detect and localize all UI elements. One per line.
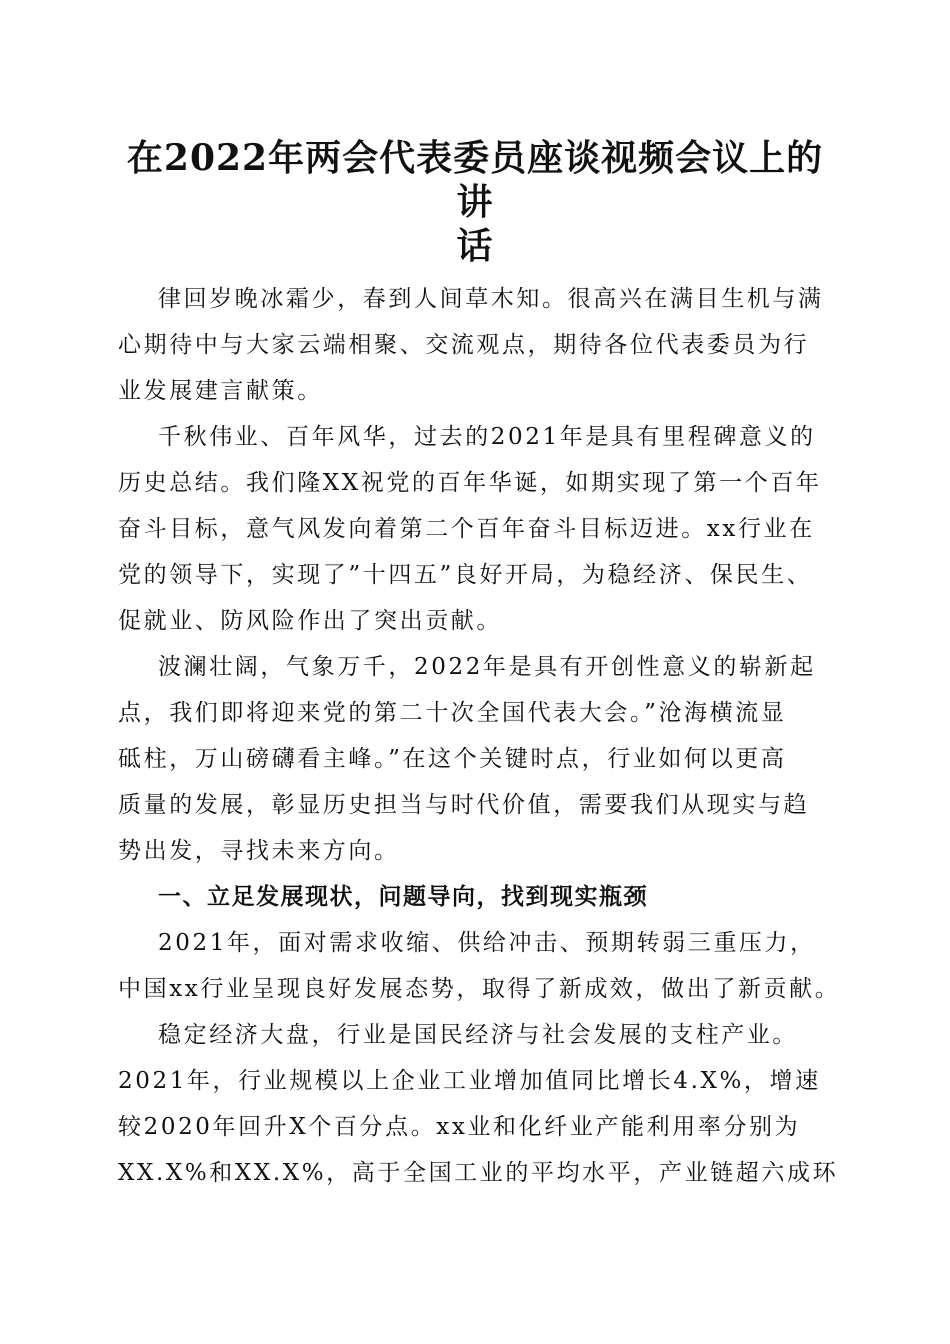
paragraph-1-line-3: 业发展建言献策。 [118, 378, 323, 404]
paragraph-3-line-4: 质量的发展，彰显历史担当与时代价值，需要我们从现实与趋 [118, 792, 810, 818]
paragraph-1-line-1: 律回岁晚冰霜少，春到人间草木知。很高兴在满目生机与满 [158, 286, 824, 312]
paragraph-2-line-3: 奋斗目标，意气风发向着第二个百年奋斗目标迈进。xx行业在 [118, 516, 815, 542]
paragraph-5-line-1: 稳定经济大盘，行业是国民经济与社会发展的支柱产业。 [158, 1022, 798, 1048]
paragraph-5-line-3: 较2020年回升X个百分点。xx业和化纤业产能利用率分别为 [118, 1114, 801, 1140]
section-heading-1: 一、立足发展现状，问题导向，找到现实瓶颈 [158, 883, 648, 910]
paragraph-1-line-2: 心期待中与大家云端相聚、交流观点，期待各位代表委员为行 [118, 332, 810, 358]
title-line-2: 话 [456, 225, 494, 267]
paragraph-4-line-2: 中国xx行业呈现良好发展态势，取得了新成效，做出了新贡献。 [118, 976, 841, 1002]
paragraph-5-line-2: 2021年，行业规模以上企业工业增加值同比增长4.X%，增速 [118, 1068, 821, 1094]
paragraph-2-line-2: 历史总结。我们隆XX祝党的百年华诞，如期实现了第一个百年 [118, 470, 822, 496]
title-line-1: 在2022年两会代表委员座谈视频会议上的讲 [126, 137, 824, 223]
paragraph-3-line-2: 点，我们即将迎来党的第二十次全国代表大会。”沧海横流显 [118, 700, 787, 726]
document-title [110, 136, 840, 268]
paragraph-3-line-3: 砥柱，万山磅礴看主峰。”在这个关键时点，行业如何以更高 [118, 746, 787, 772]
paragraph-4-line-1: 2021年，面对需求收缩、供给冲击、预期转弱三重压力， [158, 930, 816, 956]
paragraph-5-line-4: XX.X%和XX.X%，高于全国工业的平均水平，产业链超六成环 [118, 1160, 839, 1186]
paragraph-3-line-1: 波澜壮阔，气象万千，2022年是具有开创性意义的崭新起 [158, 654, 816, 680]
paragraph-2-line-5: 促就业、防风险作出了突出贡献。 [118, 608, 502, 634]
paragraph-2-line-4: 党的领导下，实现了”十四五”良好开局，为稳经济、保民生、 [118, 562, 813, 588]
paragraph-3-line-5: 势出发，寻找未来方向。 [118, 838, 400, 864]
paragraph-2-line-1: 千秋伟业、百年风华，过去的2021年是具有里程碑意义的 [158, 424, 816, 450]
